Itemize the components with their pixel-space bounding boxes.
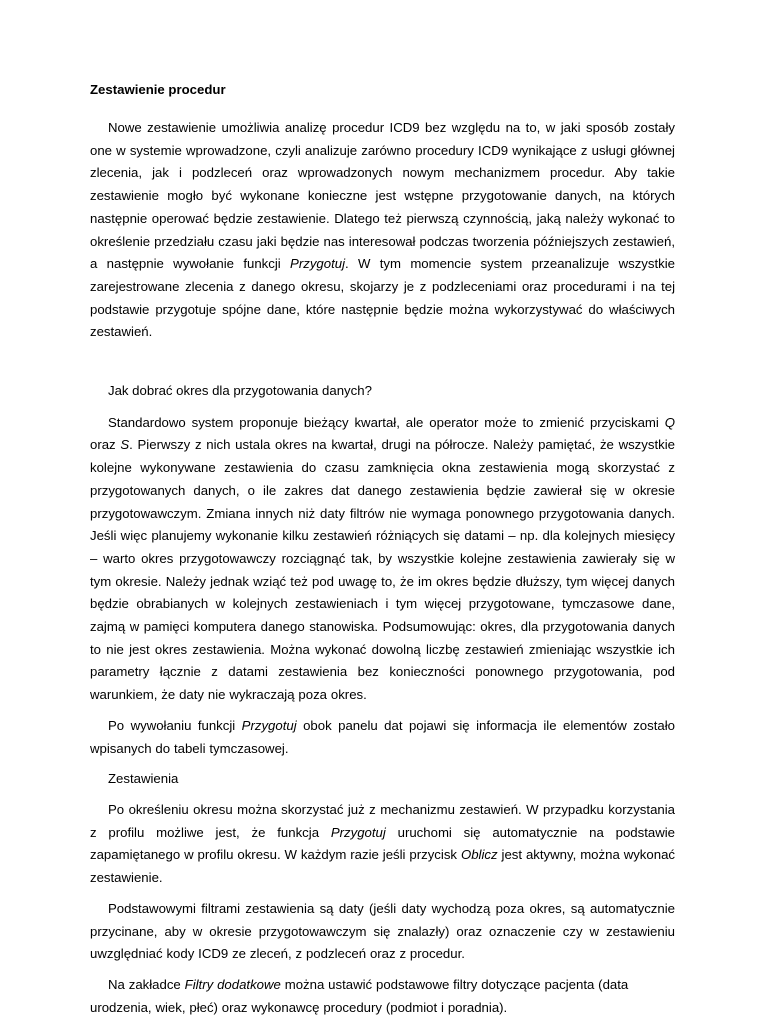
extra-filters-text-2: można ustawić podstawowe filtry dotyczące pacjenta (data urodzenia, wiek, płeć) oraz wykonawcę procedury (podmiot i poradnia).: [90, 976, 629, 1015]
intro-paragraph: [90, 117, 675, 344]
intro-text-1: Nowe zestawienie umożliwia analizę procedur ICD9 bez względu na to, w jaki sposób zostały one w systemie wprowadzone, czyli analizuje zarówno procedury ICD9 wynikające z usługi głównej zlecenia, jak i podzleceń oraz wprowadzonych nowym mechanizmem procedur. Aby takie zestawienie mogło być wykonane konieczne jest wstępne przygotowanie danych, na których następnie operować będzie zestawienie. Dlatego też pierwszą czynnością, jaką należy wykonać to określenie przedziału czasu jaki będzie nas interesował podczas tworzenia późniejszych zestawień, a następnie wywołanie funkcji: [90, 120, 675, 272]
reports-text-1: Po określeniu okresu można skorzystać już z mechanizmu zestawień. W przypadku korzystania z profilu możliwe jest, że funkcja: [90, 801, 675, 840]
extra-filters-paragraph: [90, 974, 675, 1019]
prepare-text-2: obok panelu dat pojawi się informacja ile elementów zostało wpisanych do tabeli tymczasowej.: [90, 717, 675, 756]
period-text-2: oraz: [90, 437, 121, 453]
tab-name-filtry-dodatkowe: Filtry dodatkowe: [184, 976, 281, 992]
period-paragraph: [90, 412, 675, 707]
prepare-info-paragraph: [90, 715, 675, 760]
period-text-3: . Pierwszy z nich ustala okres na kwartał, drugi na półrocze. Należy pamiętać, że wszystkie kolejne wykonywane zestawienia do czasu zamknięcia okna zestawienia mogą skorzystać z przygotowanych danych, o ile zakres dat danego zestawienia będzie zawierał się w okresie przygotowawczym. Zmiana innych niż daty filtrów nie wymaga ponownego przygotowania danych. Jeśli więc planujemy wykonanie kilku zestawień różniących się datami – np. dla kolejnych miesięcy – warto okres przygotowawczy rozciągnąć tak, by wszystkie kolejne zestawienia zawierały się w tym okresie. Należy jednak wziąć też pod uwagę to, że im okres będzie dłuższy, tym więcej danych będzie obrabianych w kolejnych zestawieniach i tym więcej przygotowane, tymczasowe dane, zajmą w pamięci komputera danego stanowiska. Podsumowując: okres, dla przygotowania danych to nie jest okres zestawienia. Można wykonać dowolną liczbę zestawień zmieniając wszystkie ich parametry łącznie z datami zestawienia bez konieczności ponownego przygotowania, pod warunkiem, że daty nie wykraczają poza okres.: [90, 437, 675, 703]
button-name-q: Q: [664, 414, 675, 430]
reports-text-2: uruchomi się automatycznie na podstawie zapamiętanego w profilu okresu. W każdym razie jeśli przycisk: [90, 824, 675, 863]
filters-paragraph: Podstawowymi filtrami zestawienia są daty (jeśli daty wychodzą poza okres, są automatycznie przycinane, aby w okresie przygotowawczym się znalazły) oraz oznaczenie czy w zestawieniu uwzględniać kody ICD9 ze zleceń, z podzleceń oraz z procedur.: [90, 900, 675, 962]
section-heading-okres: Jak dobrać okres dla przygotowania danych?: [108, 383, 372, 399]
button-name-s: S: [120, 437, 130, 453]
document-title: Zestawienie procedur: [90, 82, 226, 97]
reports-text-3: jest aktywny, można wykonać zestawienie.: [90, 847, 675, 886]
button-name-oblicz: Oblicz: [460, 847, 498, 863]
section-heading-zestawienia: Zestawienia: [108, 771, 179, 787]
reports-paragraph: [90, 799, 675, 890]
document-page: [90, 81, 675, 1019]
function-name-przygotuj-2: Przygotuj: [241, 717, 297, 733]
function-name-przygotuj: Przygotuj: [290, 256, 346, 272]
intro-text-2: . W tym momencie system przeanalizuje wszystkie zarejestrowane zlecenia z danego okresu, skojarzy je z podzleceniami oraz procedurami i na tej podstawie przygotuje spójne dane, które następnie będzie można wykorzystywać do właściwych zestawień.: [90, 256, 676, 340]
function-name-przygotuj-3: Przygotuj: [330, 824, 386, 840]
extra-filters-text-1: Na zakładce: [108, 976, 185, 992]
prepare-text-1: Po wywołaniu funkcji: [108, 717, 242, 733]
period-text-1: Standardowo system proponuje bieżący kwartał, ale operator może to zmienić przyciskami: [108, 414, 665, 430]
